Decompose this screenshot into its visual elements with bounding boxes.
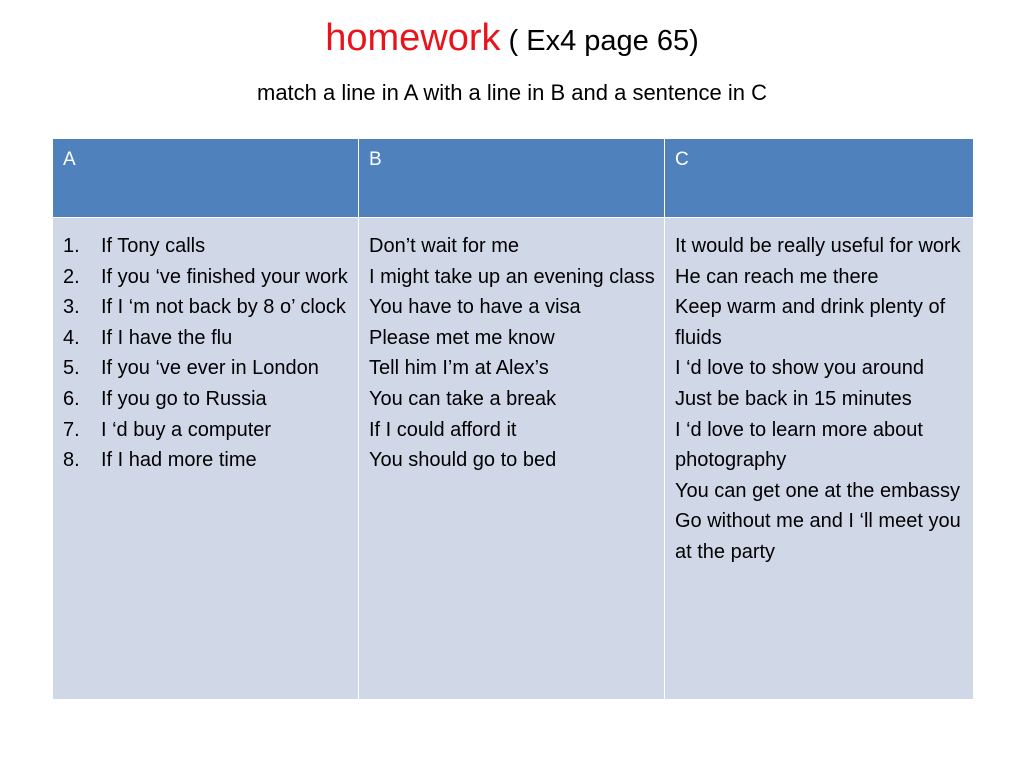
- list-item-a-8: [63, 445, 352, 476]
- header-c: C: [665, 139, 974, 218]
- item-text: If Tony calls: [101, 235, 206, 257]
- matching-table: [52, 138, 974, 700]
- header-b: B: [359, 139, 665, 218]
- item-number: 2.: [63, 265, 80, 288]
- list-item-c-1: It would be really useful for work: [675, 235, 961, 257]
- list-item-b-2: I might take up an evening class: [369, 265, 655, 288]
- item-text: If I have the flu: [101, 326, 233, 349]
- list-item-a-7: [63, 415, 352, 446]
- item-number: 6.: [63, 387, 80, 410]
- slide-title: [0, 14, 1024, 65]
- cell-column-b: [359, 218, 665, 700]
- list-item-c-4: I ‘d love to show you around: [675, 357, 925, 380]
- item-text: If you ‘ve ever in London: [101, 357, 319, 380]
- item-text: I ‘d buy a computer: [101, 418, 272, 441]
- slide-subtitle: match a line in A with a line in B and a sentence in C: [257, 80, 767, 105]
- list-a: [63, 231, 352, 476]
- title-exercise-ref: ( Ex4 page 65): [500, 25, 699, 57]
- list-item-a-3: [63, 292, 352, 323]
- list-item-a-1: [63, 231, 352, 262]
- list-item-a-6: [63, 384, 352, 415]
- item-text: If I had more time: [101, 449, 257, 472]
- list-item-a-2: [63, 262, 352, 293]
- list-item-b-5: Tell him I’m at Alex’s: [369, 357, 549, 380]
- list-item-b-8: You should go to bed: [369, 449, 557, 472]
- cell-column-c: [665, 218, 974, 700]
- list-item-c-5: Just be back in 15 minutes: [675, 387, 912, 410]
- title-homework: homework: [325, 17, 501, 59]
- cell-column-a: [53, 218, 359, 700]
- list-item-a-4: [63, 323, 352, 354]
- list-item-c-6: I ‘d love to learn more about photography: [675, 418, 923, 472]
- list-item-c-3: Keep warm and drink plenty of fluids: [675, 296, 946, 349]
- item-number: 1.: [63, 235, 80, 257]
- header-a: A: [53, 139, 359, 218]
- list-item-b-6: You can take a break: [369, 387, 557, 410]
- header-row: [53, 139, 974, 218]
- item-number: 7.: [63, 418, 80, 441]
- list-item-a-5: [63, 353, 352, 384]
- list-item-b-3: You have to have a visa: [369, 296, 581, 319]
- list-item-b-4: Please met me know: [369, 326, 555, 349]
- item-number: 4.: [63, 326, 80, 349]
- list-item-c-7: You can get one at the embassy: [675, 479, 961, 502]
- list-item-b-1: Don’t wait for me: [369, 235, 520, 257]
- item-number: 8.: [63, 449, 80, 472]
- body-row: [53, 218, 974, 700]
- list-item-b-7: If I could afford it: [369, 418, 517, 441]
- item-text: If I ‘m not back by 8 o’ clock: [101, 296, 346, 319]
- list-item-c-8: Go without me and I ‘ll meet you at the party: [675, 510, 961, 563]
- item-number: 3.: [63, 296, 80, 319]
- item-text: If you go to Russia: [101, 387, 267, 410]
- list-item-c-2: He can reach me there: [675, 265, 879, 288]
- item-text: If you ‘ve finished your work: [101, 265, 348, 288]
- item-number: 5.: [63, 357, 80, 380]
